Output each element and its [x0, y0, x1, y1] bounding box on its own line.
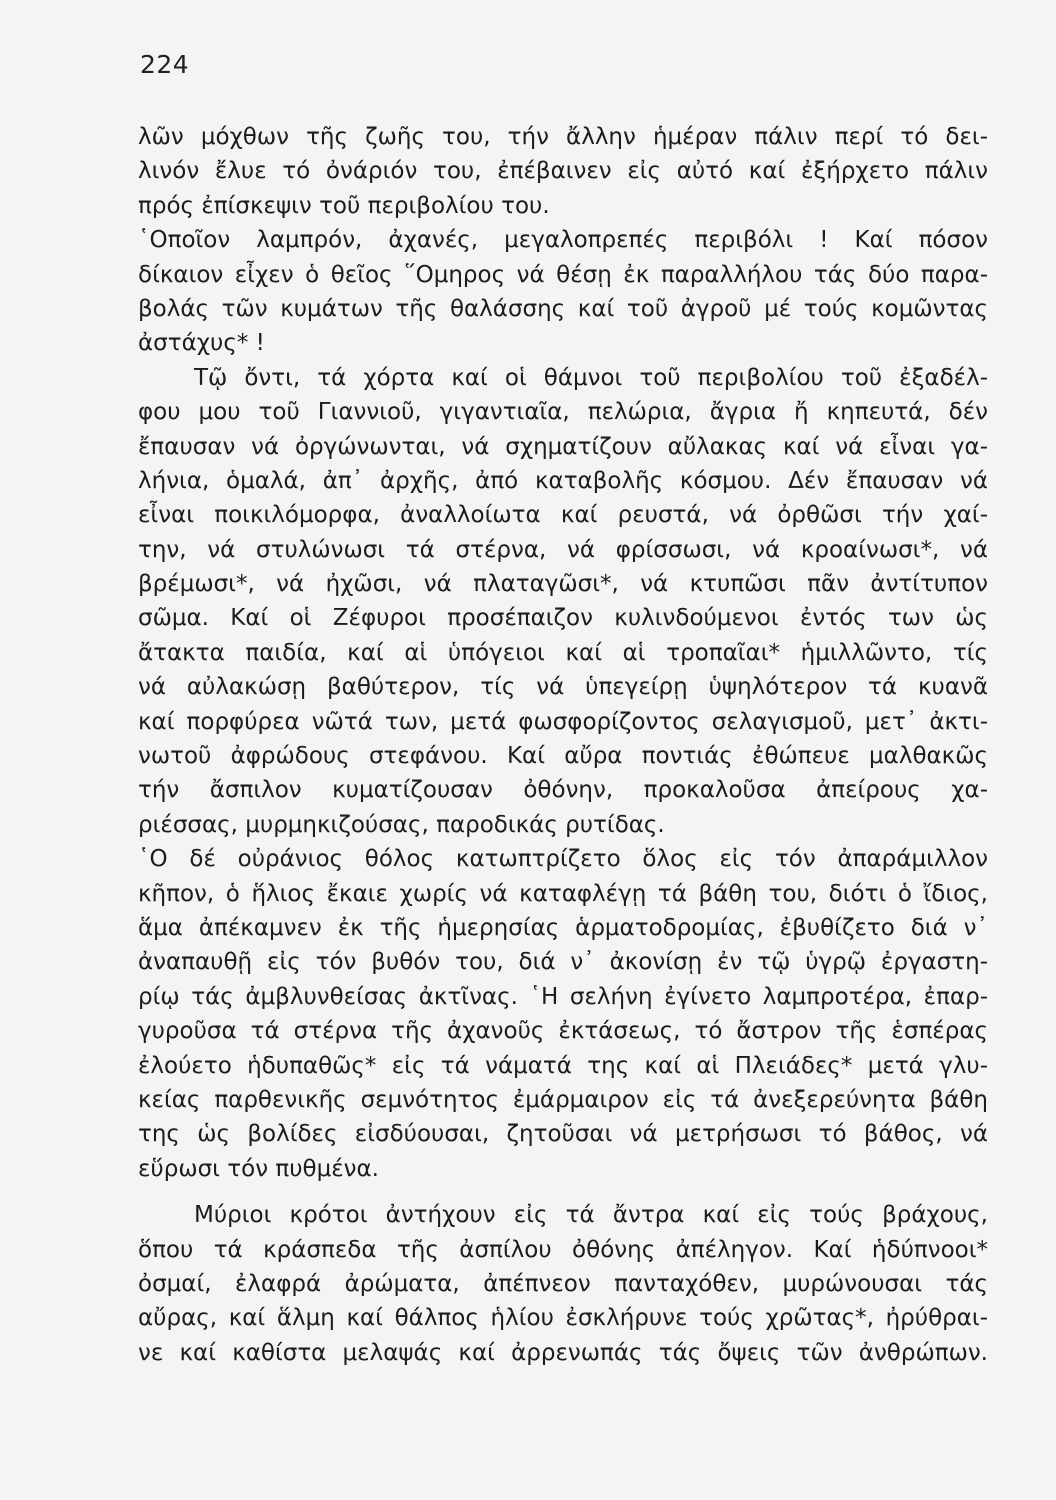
text-line: ἀστάχυς* !: [138, 330, 265, 357]
body-text: [138, 120, 988, 1370]
text-line: τήν ἄσπιλον κυματίζουσαν ὀθόνην, προκαλοῦσα ἀπείρους χα-: [138, 777, 988, 804]
text-line: ὅπου τά κράσπεδα τῆς ἀσπίλου ὀθόνης ἀπέληγον. Καί ἡδύπνοοι*: [138, 1236, 988, 1263]
text-line: εἶναι ποικιλόμορφα, ἀναλλοίωτα καί ρευστά, νά ὀρθῶσι τήν χαί-: [138, 502, 988, 529]
text-line: Μύριοι κρότοι ἀντήχουν εἰς τά ἄντρα καί εἰς τούς βράχους,: [194, 1202, 988, 1229]
text-line: ῾Ο δέ οὐράνιος θόλος κατωπτρίζετο ὅλος εἰς τόν ἀπαράμιλλον: [138, 846, 988, 873]
text-line: ἔπαυσαν νά ὀργώνωνται, νά σχηματίζουν αὔλακας καί νά εἶναι γα-: [138, 433, 988, 460]
text-line: λινόν ἔλυε τό ὀνάριόν του, ἐπέβαινεν εἰς αὐτό καί ἐξήρχετο πάλιν: [138, 158, 988, 185]
text-line: καί πορφύρεα νῶτά των, μετά φωσφορίζοντος σελαγισμοῦ, μετ᾽ ἀκτι-: [138, 708, 988, 735]
text-line: γυροῦσα τά στέρνα τῆς ἀχανοῦς ἐκτάσεως, τό ἄστρον τῆς ἑσπέρας: [138, 1018, 988, 1045]
text-line: σῶμα. Καί οἱ Ζέφυροι προσέπαιζον κυλινδούμενοι ἐντός των ὡς: [138, 605, 988, 632]
text-line: την, νά στυλώνωσι τά στέρνα, νά φρίσσωσι, νά κροαίνωσι*, νά: [138, 536, 988, 563]
text-line: λήνια, ὁμαλά, ἀπ᾽ ἀρχῆς, ἀπό καταβολῆς κόσμου. Δέν ἔπαυσαν νά: [138, 467, 988, 494]
text-line: ἀναπαυθῇ εἰς τόν βυθόν του, διά ν᾽ ἀκονίσῃ ἐν τῷ ὑγρῷ ἐργαστη-: [138, 949, 988, 976]
text-line: νε καί καθίστα μελαψάς καί ἀρρενωπάς τάς ὄψεις τῶν ἀνθρώπων.: [138, 1339, 988, 1366]
text-line: πρός ἐπίσκεψιν τοῦ περιβολίου του.: [138, 192, 550, 219]
page-number: 224: [140, 50, 190, 79]
text-line: της ὡς βολίδες εἰσδύουσαι, ζητοῦσαι νά μετρήσωσι τό βάθος, νά: [138, 1121, 988, 1148]
text-line: ῾Οποῖον λαμπρόν, ἀχανές, μεγαλοπρεπές περιβόλι ! Καί πόσον: [138, 227, 988, 254]
text-line: ἄτακτα παιδία, καί αἱ ὑπόγειοι καί αἱ τροπαῖαι* ἡμιλλῶντο, τίς: [138, 639, 988, 666]
text-line: νά αὐλακώσῃ βαθύτερον, τίς νά ὑπεγείρῃ ὑψηλότερον τά κυανᾶ: [138, 674, 988, 701]
text-line: νωτοῦ ἀφρώδους στεφάνου. Καί αὔρα ποντιάς ἐθώπευε μαλθακῶς: [138, 743, 988, 770]
text-line: βρέμωσι*, νά ἠχῶσι, νά πλαταγῶσι*, νά κτυπῶσι πᾶν ἀντίτυπον: [138, 571, 988, 598]
text-line: κείας παρθενικῆς σεμνότητος ἐμάρμαιρον εἰς τά ἀνεξερεύνητα βάθη: [138, 1086, 988, 1113]
text-line: αὔρας, καί ἅλμη καί θάλπος ἡλίου ἐσκλήρυνε τούς χρῶτας*, ἠρύθραι-: [138, 1305, 988, 1332]
text-line: λῶν μόχθων τῆς ζωῆς του, τήν ἄλλην ἡμέραν πάλιν περί τό δει-: [138, 124, 988, 150]
text-line: κῆπον, ὁ ἥλιος ἔκαιε χωρίς νά καταφλέγῃ τά βάθη του, διότι ὁ ἴδιος,: [138, 880, 988, 907]
paragraph-gap: [138, 1186, 988, 1198]
text-line: ἅμα ἀπέκαμνεν ἐκ τῆς ἡμερησίας ἁρματοδρομίας, ἐβυθίζετο διά ν᾽: [138, 914, 988, 941]
text-line: φου μου τοῦ Γιαννιοῦ, γιγαντιαῖα, πελώρια, ἄγρια ἤ κηπευτά, δέν: [138, 399, 988, 426]
text-line: ἐλούετο ἡδυπαθῶς* εἰς τά νάματά της καί αἱ Πλειάδες* μετά γλυ-: [138, 1052, 988, 1079]
text-line: δίκαιον εἶχεν ὁ θεῖος ῞Ομηρος νά θέσῃ ἐκ παραλλήλου τάς δύο παρα-: [138, 261, 988, 288]
text-line: βολάς τῶν κυμάτων τῆς θαλάσσης καί τοῦ ἀγροῦ μέ τούς κομῶντας: [138, 295, 988, 322]
text-line: Τῷ ὄντι, τά χόρτα καί οἱ θάμνοι τοῦ περιβολίου τοῦ ἐξαδέλ-: [194, 364, 988, 391]
text-line: ριέσσας, μυρμηκιζούσας, παροδικάς ρυτίδας.: [138, 811, 665, 838]
text-line: ρίῳ τάς ἀμβλυνθείσας ἀκτῖνας. ῾Η σελήνη ἐγίνετο λαμπροτέρα, ἐπαρ-: [138, 983, 988, 1010]
text-line: εὕρωσι τόν πυθμένα.: [138, 1155, 379, 1182]
text-line: ὀσμαί, ἐλαφρά ἀρώματα, ἀπέπνεον πανταχόθεν, μυρώνουσαι τάς: [138, 1270, 988, 1297]
